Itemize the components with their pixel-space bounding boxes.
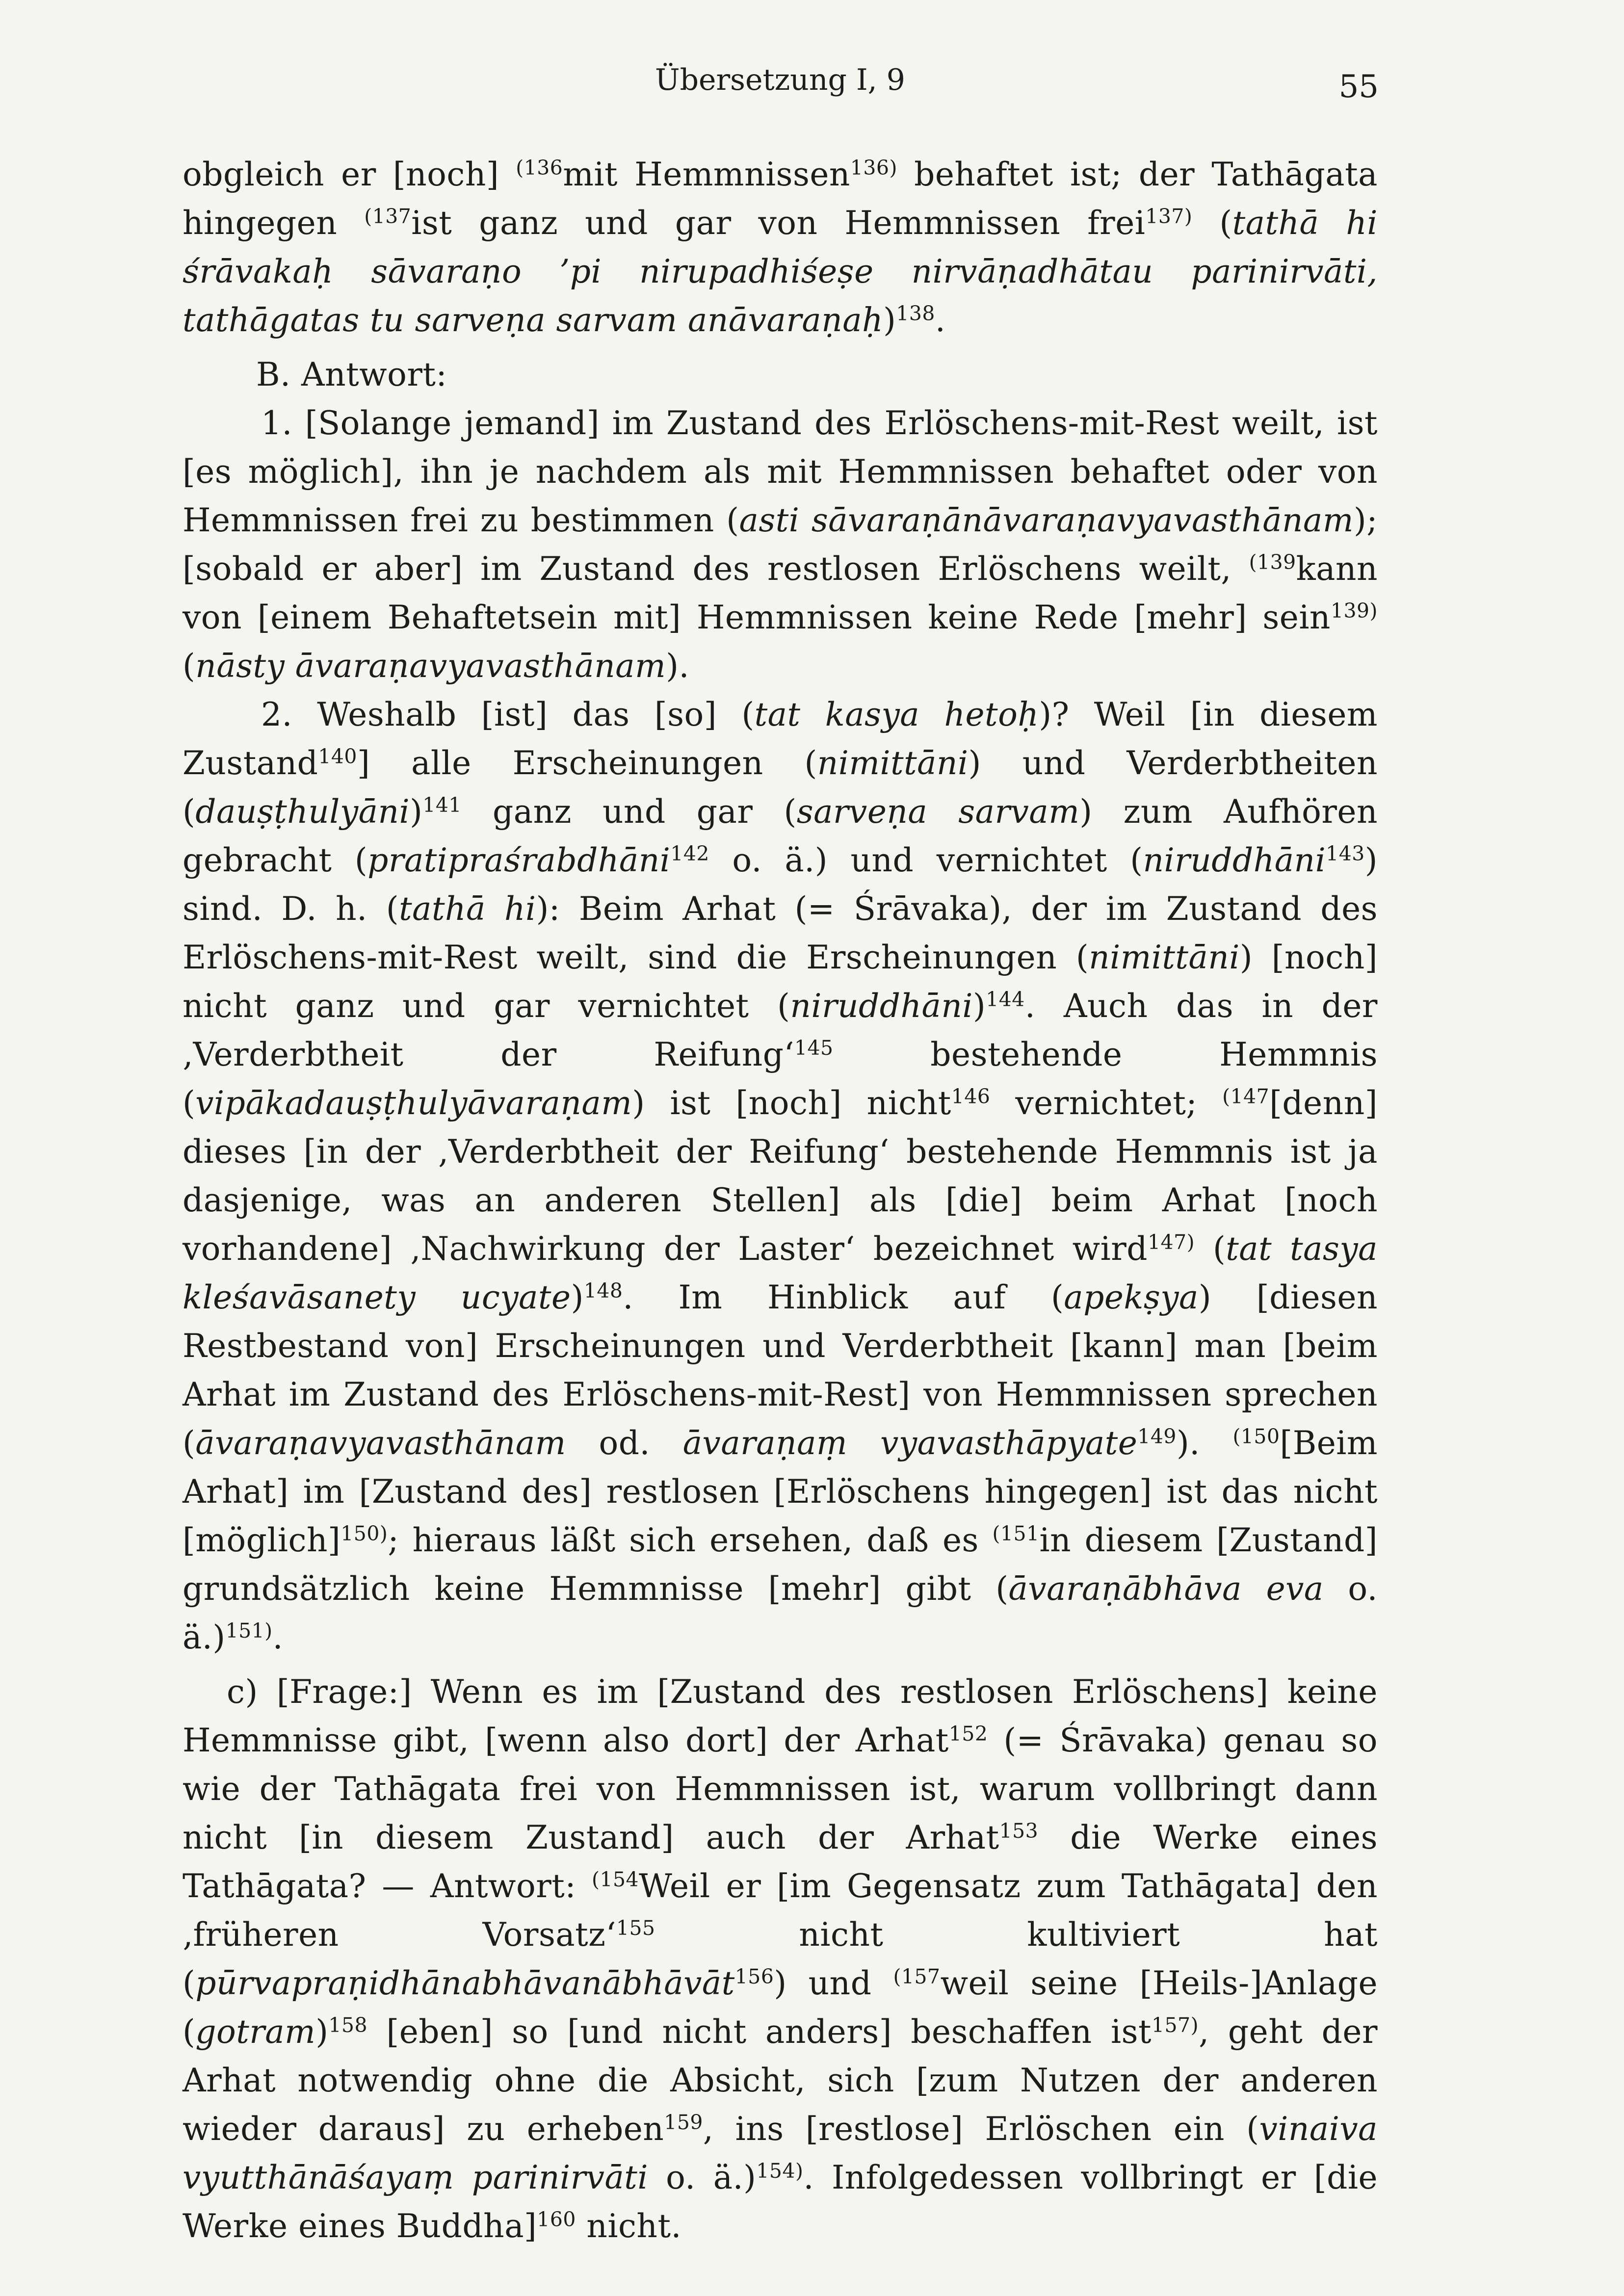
sanskrit-term: tathā hi śrāvakaḥ sāvaraṇo ’pi nirupadhiśeṣe nirvāṇadhātau parinirvāti, tathāgatas tu sarveṇa sarvam anāvaraṇaḥ — [183, 204, 1378, 339]
text-run: 2. Weshalb [ist] das [so] ( — [261, 696, 755, 733]
text-run: weil seine [Heils-]Anlage ( — [183, 1964, 1378, 2051]
paragraph-answer-1 — [183, 399, 1378, 690]
footnote-marker: 159 — [664, 2110, 703, 2134]
sanskrit-term: gotram — [195, 2013, 316, 2051]
footnote-marker: 141 — [422, 793, 462, 817]
footnote-marker: 138 — [896, 301, 935, 325]
text-run: . Im Hinblick auf ( — [623, 1278, 1064, 1316]
text-run: 1. [Solange jemand] im Zustand des Erlöschens-mit-Rest weilt, ist [es möglich], ihn je nachdem als mit Hemmnissen behaftet oder von Hemmnissen frei zu bestimmen ( — [183, 404, 1378, 539]
text-run: [eben] so [und nicht anders] beschaffen ist — [367, 2013, 1152, 2051]
text-run: [Beim Arhat] im [Zustand des] restlosen [Erlöschens hingegen] ist das nicht [möglich] — [183, 1424, 1378, 1559]
text-run: ( — [1195, 1230, 1226, 1268]
text-run: o. ä.) — [183, 1570, 1378, 1656]
sanskrit-term: sarveṇa sarvam — [796, 793, 1080, 831]
text-run: . — [272, 1618, 284, 1656]
sanskrit-term: asti sāvaraṇānāvaraṇavyavasthānam — [739, 501, 1354, 539]
footnote-marker: (147 — [1222, 1084, 1270, 1108]
page-number: 55 — [1338, 69, 1379, 105]
footnote-marker: 154) — [756, 2159, 804, 2183]
text-run: o. ä.) und vernichtet ( — [709, 841, 1143, 879]
text-run: kann von [einem Behaftetsein mit] Hemmnissen keine Rede [mehr] sein — [183, 550, 1378, 636]
text-run: ) — [315, 2013, 329, 2051]
body-text — [183, 150, 1378, 2250]
footnote-marker: 136) — [850, 156, 897, 180]
text-run: nicht kultiviert hat ( — [183, 1916, 1378, 2002]
text-run: ( — [1192, 204, 1232, 242]
footnote-marker: (150 — [1232, 1424, 1280, 1448]
text-run: ) — [883, 301, 896, 339]
sanskrit-term: nimittāni — [817, 744, 969, 782]
text-run: ( — [183, 647, 196, 685]
footnote-marker: 153 — [999, 1819, 1039, 1843]
sanskrit-term: apekṣya — [1064, 1278, 1199, 1316]
text-run: ) und — [774, 1964, 893, 2002]
footnote-marker: 157) — [1152, 2013, 1199, 2037]
text-run: ) — [571, 1278, 584, 1316]
footnote-marker: 151) — [225, 1618, 273, 1643]
sanskrit-term: dauṣṭhulyāni — [195, 793, 410, 831]
text-run: ) — [973, 987, 986, 1025]
footnote-marker: 152 — [948, 1722, 988, 1746]
footnote-marker: 144 — [986, 987, 1025, 1011]
footnote-marker: 137) — [1145, 204, 1193, 228]
text-run: ) sind. D. h. ( — [183, 841, 1378, 928]
sanskrit-term: pūrvapraṇidhānabhāvanābhāvāt — [195, 1964, 735, 2002]
text-run: ): Beim Arhat (= Śrāvaka), der im Zustand des Erlöschens-mit-Rest weilt, sind die Erscheinungen ( — [183, 890, 1378, 976]
footnote-marker: 158 — [328, 2013, 368, 2037]
footnote-marker: 145 — [794, 1036, 834, 1060]
text-run: mit Hemmnissen — [563, 156, 850, 193]
text-run: bestehende Hemmnis ( — [183, 1036, 1378, 1122]
text-run: ). — [666, 647, 689, 685]
text-run: ). — [1176, 1424, 1233, 1462]
page-header — [182, 63, 1379, 112]
text-run: ) zum Aufhören gebracht ( — [183, 793, 1378, 879]
text-run: ] alle Erscheinungen ( — [357, 744, 817, 782]
text-run: die Werke eines Tathāgata? — Antwort: — [183, 1819, 1378, 1905]
footnote-marker: (157 — [893, 1964, 941, 1988]
paragraph-answer-2 — [183, 690, 1378, 1662]
text-run: . Auch das in der ‚Verderbtheit der Reifung‘ — [183, 987, 1378, 1073]
text-run: , ins [restlose] Erlöschen ein ( — [703, 2110, 1259, 2148]
text-run: nicht. — [576, 2207, 681, 2245]
footnote-marker: (151 — [992, 1521, 1040, 1545]
text-run: od. — [566, 1424, 683, 1462]
text-run: behaftet ist; der Tathāgata hingegen — [183, 156, 1378, 242]
text-run: )? Weil [in diesem Zustand — [183, 696, 1378, 782]
footnote-marker: 149 — [1137, 1424, 1177, 1448]
text-run: [denn] dieses [in der ‚Verderbtheit der Reifung‘ bestehende Hemmnis ist ja dasjenige, was an anderen Stellen] als [die] beim Arhat [noch vorhandene] ‚Nachwirkung der Laster‘ bezeichnet wird — [183, 1084, 1378, 1268]
text-run: c) [Frage:] Wenn es im [Zustand des restlosen Erlöschens] keine Hemmnisse gibt, [wenn also dort] der Arhat — [183, 1673, 1378, 1759]
text-run: ) und Verderbtheiten ( — [183, 744, 1378, 831]
text-run: ); [sobald er aber] im Zustand des restlosen Erlöschens weilt, — [183, 501, 1378, 588]
footnote-marker: (137 — [364, 204, 412, 228]
sanskrit-term: nāsty āvaraṇavyavasthānam — [195, 647, 666, 685]
footnote-marker: 143 — [1326, 841, 1365, 865]
footnote-marker: 142 — [670, 841, 709, 865]
section-heading-antwort — [183, 350, 1378, 399]
text-run: (= Śrāvaka) genau so wie der Tathāgata frei von Hemmnissen ist, warum vollbringt dann nicht [in diesem Zustand] auch der Arhat — [183, 1722, 1378, 1856]
text-run: ist ganz und gar von Hemmnissen frei — [411, 204, 1146, 242]
sanskrit-term: tathā hi — [399, 890, 536, 928]
text-run: . Infolgedessen vollbringt er [die Werke eines Buddha] — [183, 2159, 1378, 2245]
text-run: Weil er [im Gegensatz zum Tathāgata] den ‚früheren Vorsatz‘ — [183, 1867, 1378, 1954]
text-run: ) — [410, 793, 423, 831]
sanskrit-term: pratipraśrabdhāni — [367, 841, 671, 879]
running-title: Übersetzung I, 9 — [655, 63, 905, 97]
text-run: o. ä.) — [648, 2159, 757, 2196]
text-run: in diesem [Zustand] grundsätzlich keine Hemmnisse [mehr] gibt ( — [183, 1521, 1378, 1608]
sanskrit-term: vinaiva vyutthānāśayaṃ parinirvāti — [183, 2110, 1378, 2196]
text-run: ) [noch] nicht ganz und gar vernichtet ( — [183, 939, 1378, 1025]
footnote-marker: 155 — [616, 1916, 655, 1940]
sanskrit-term: tat tasya kleśavāsanety ucyate — [183, 1230, 1378, 1316]
paragraph-continuation — [183, 150, 1378, 344]
footnote-marker: 140 — [318, 744, 357, 768]
sanskrit-term: vipākadauṣṭhulyāvaraṇam — [195, 1084, 632, 1122]
text-run: , geht der Arhat notwendig ohne die Absicht, sich [zum Nutzen der anderen wieder daraus] zu erheben — [183, 2013, 1378, 2148]
footnote-marker: 148 — [583, 1278, 623, 1303]
text-run: ; hieraus läßt sich ersehen, daß es — [388, 1521, 993, 1559]
footnote-marker: 156 — [734, 1964, 774, 1988]
sanskrit-term: tat kasya hetoḥ — [754, 696, 1039, 733]
text-run: ganz und gar ( — [461, 793, 797, 831]
sanskrit-term: niruddhāni — [790, 987, 973, 1025]
text-run: vernichtet; — [990, 1084, 1223, 1122]
paragraph-question-c — [183, 1668, 1378, 2250]
footnote-marker: 150) — [341, 1521, 388, 1545]
text-run: obgleich er [noch] — [183, 156, 516, 193]
sanskrit-term: niruddhāni — [1143, 841, 1326, 879]
text-run: ) ist [noch] nicht — [632, 1084, 951, 1122]
footnote-marker: 147) — [1148, 1230, 1195, 1254]
sanskrit-term: āvaraṇavyavasthānam — [195, 1424, 566, 1462]
footnote-marker: 146 — [951, 1084, 991, 1108]
footnote-marker: 139) — [1330, 599, 1378, 623]
footnote-marker: 160 — [537, 2207, 576, 2231]
footnote-marker: (154 — [591, 1867, 639, 1891]
footnote-marker: (139 — [1249, 550, 1296, 574]
text-run: . — [935, 301, 946, 339]
sanskrit-term: nimittāni — [1089, 939, 1240, 976]
sanskrit-term: āvaraṇābhāva eva — [1008, 1570, 1324, 1608]
text-run: B. Antwort: — [256, 356, 447, 393]
sanskrit-term: āvaraṇaṃ vyavasthāpyate — [682, 1424, 1138, 1462]
text-run: ) [diesen Restbestand von] Erscheinungen und Verderbtheit [kann] man [beim Arhat im Zustand des Erlöschens-mit-Rest] von Hemmnissen sprechen ( — [183, 1278, 1378, 1462]
footnote-marker: (136 — [516, 156, 563, 180]
